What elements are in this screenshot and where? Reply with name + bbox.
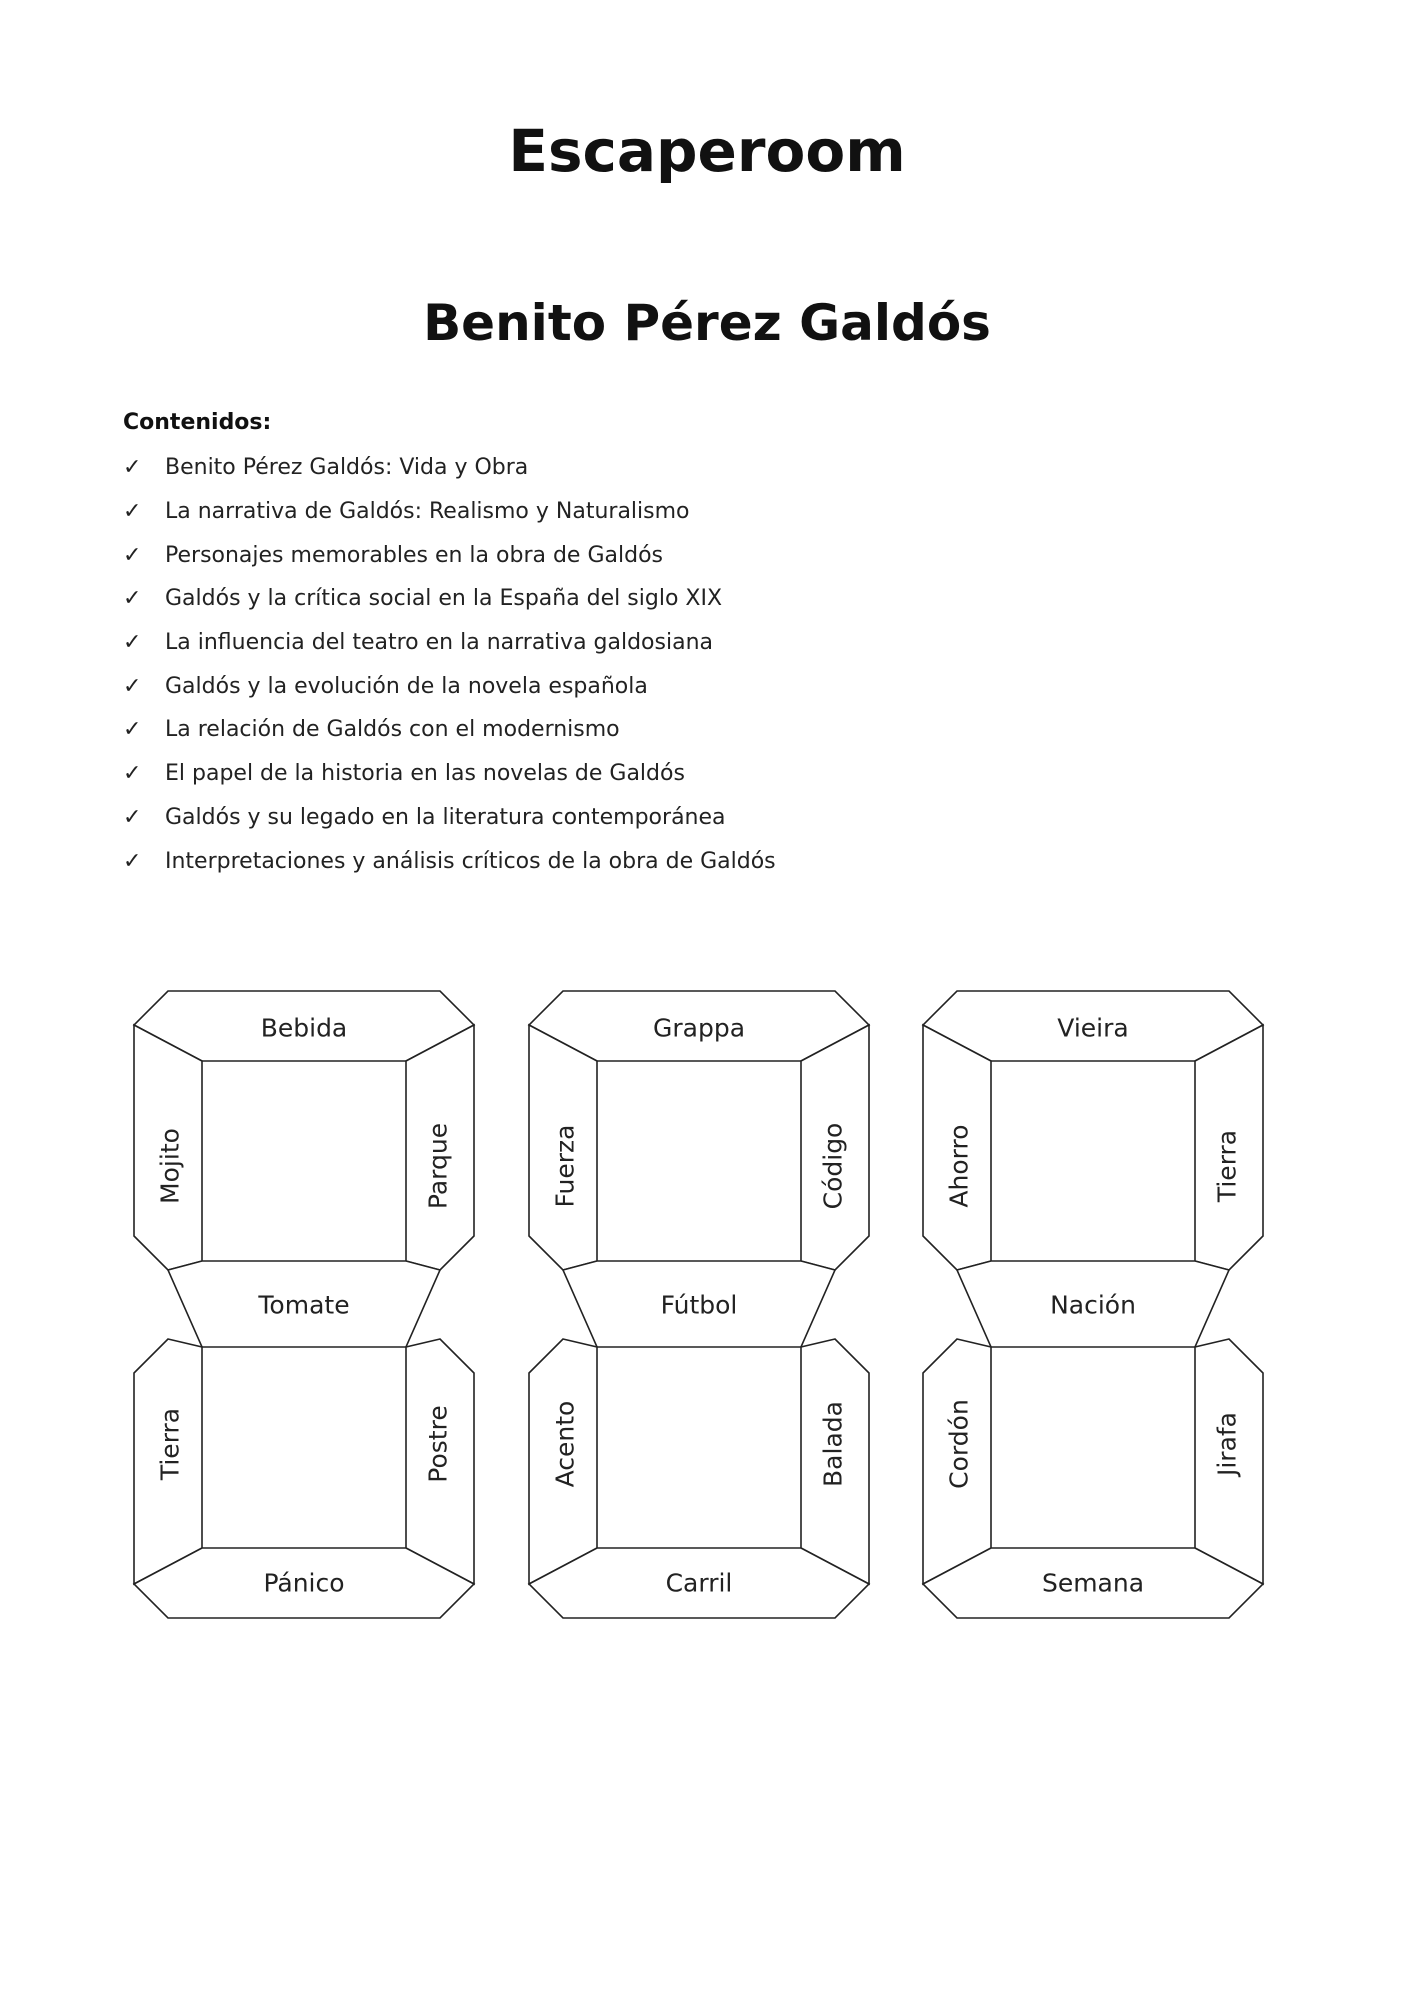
checkmark-icon: ✓ bbox=[123, 455, 142, 481]
contents-item-label: Personajes memorables en la obra de Galdós bbox=[165, 542, 663, 568]
segment-label-bottom: Semana bbox=[1041, 1568, 1145, 1598]
segment-label-lower-left: Cordón bbox=[944, 1399, 974, 1489]
contents-item-label: Benito Pérez Galdós: Vida y Obra bbox=[165, 455, 529, 481]
segment-label-upper-left: Mojito bbox=[155, 1128, 185, 1204]
checkmark-icon: ✓ bbox=[123, 499, 142, 525]
contents-item-label: Interpretaciones y análisis críticos de la obra de Galdós bbox=[165, 848, 776, 874]
segment-label-top: Bebida bbox=[260, 1013, 348, 1043]
page-title: Escaperoom bbox=[508, 117, 906, 185]
segment-label-bottom: Pánico bbox=[263, 1568, 345, 1598]
checkmark-icon: ✓ bbox=[123, 848, 142, 874]
segment-label-lower-left: Acento bbox=[550, 1400, 580, 1488]
segment-label-upper-right: Tierra bbox=[1212, 1129, 1242, 1203]
contents-item-label: Galdós y la evolución de la novela española bbox=[165, 673, 648, 699]
page-subtitle: Benito Pérez Galdós bbox=[423, 294, 991, 352]
checkmark-icon: ✓ bbox=[123, 630, 142, 656]
segment-label-lower-left: Tierra bbox=[155, 1407, 185, 1481]
checkmark-icon: ✓ bbox=[123, 586, 142, 612]
contents-item-label: El papel de la historia en las novelas de Galdós bbox=[165, 761, 685, 787]
contents-heading: Contenidos: bbox=[123, 410, 272, 435]
contents-item-label: La relación de Galdós con el modernismo bbox=[165, 717, 620, 743]
segment-label-lower-right: Balada bbox=[818, 1401, 848, 1487]
segment-label-middle: Nación bbox=[1050, 1290, 1136, 1320]
checkmark-icon: ✓ bbox=[123, 761, 142, 787]
segment-label-bottom: Carril bbox=[665, 1568, 733, 1598]
segment-label-upper-right: Código bbox=[818, 1122, 848, 1210]
contents-item-label: Galdós y la crítica social en la España del siglo XIX bbox=[165, 586, 723, 612]
segment-label-middle: Tomate bbox=[258, 1290, 350, 1320]
segment-label-upper-left: Ahorro bbox=[944, 1124, 974, 1208]
contents-item-label: Galdós y su legado en la literatura contemporánea bbox=[165, 804, 726, 830]
checkmark-icon: ✓ bbox=[123, 717, 142, 743]
checkmark-icon: ✓ bbox=[123, 804, 142, 830]
segment-label-top: Vieira bbox=[1057, 1013, 1129, 1043]
contents-item-label: La narrativa de Galdós: Realismo y Naturalismo bbox=[165, 499, 690, 525]
segment-label-middle: Fútbol bbox=[660, 1290, 738, 1320]
checkmark-icon: ✓ bbox=[123, 542, 142, 568]
checkmark-icon: ✓ bbox=[123, 673, 142, 699]
segment-label-upper-right: Parque bbox=[423, 1122, 453, 1210]
segment-label-lower-right: Postre bbox=[423, 1405, 453, 1483]
segment-label-top: Grappa bbox=[652, 1013, 746, 1043]
segment-label-upper-left: Fuerza bbox=[550, 1124, 580, 1208]
contents-item-label: La influencia del teatro en la narrativa galdosiana bbox=[165, 630, 714, 656]
segment-label-lower-right: Jirafa bbox=[1212, 1411, 1242, 1477]
